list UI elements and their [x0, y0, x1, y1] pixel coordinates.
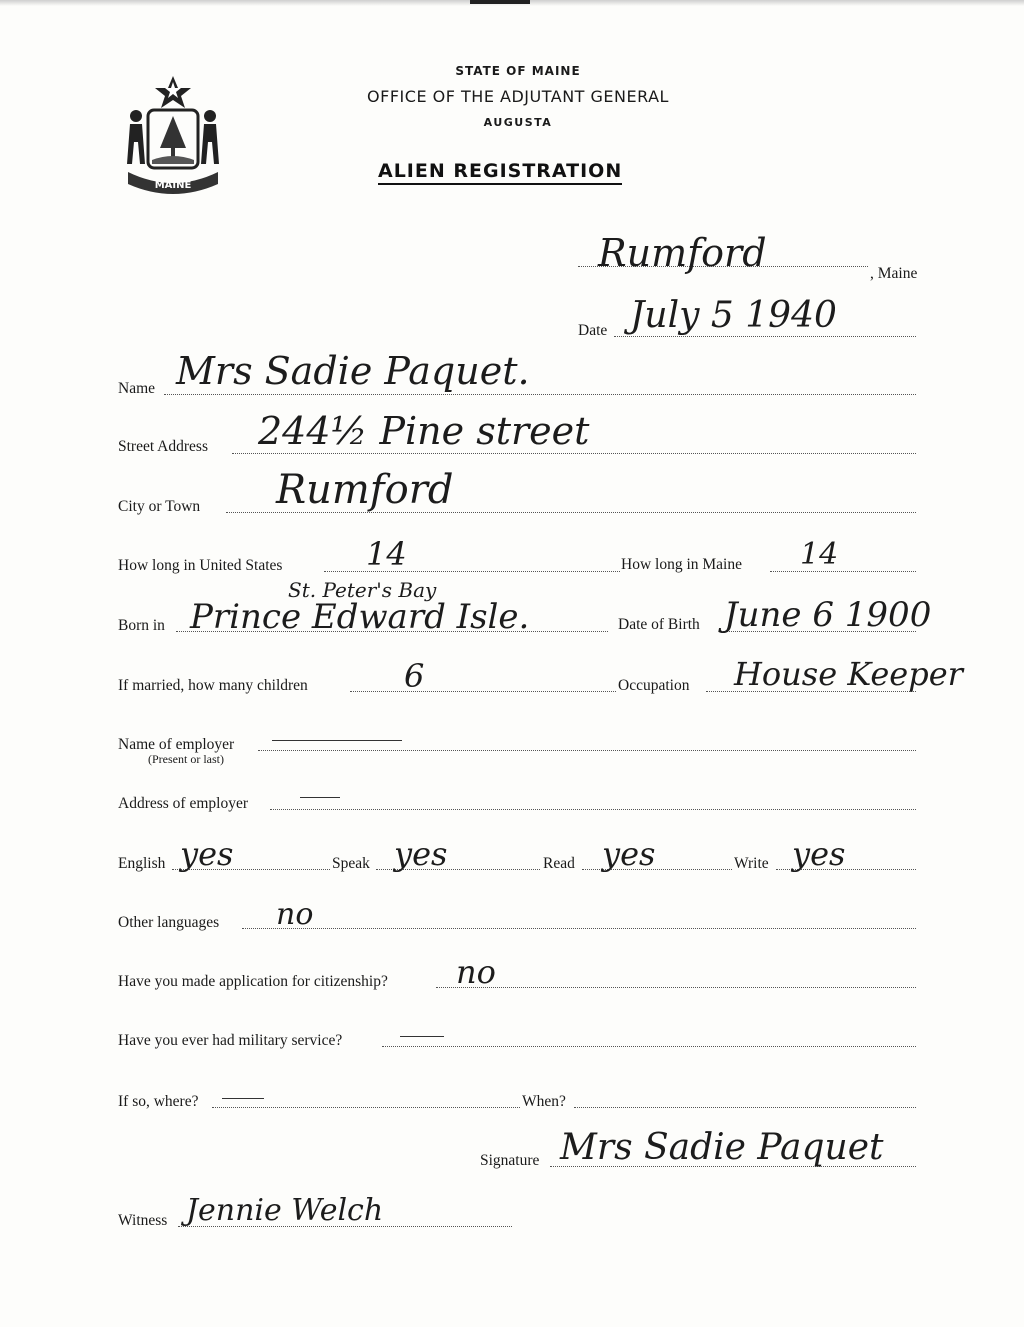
speak-value: yes [394, 835, 448, 873]
name-label: Name [118, 380, 156, 397]
date-of-birth-label: Date of Birth [618, 616, 700, 633]
how-long-us-label: How long in United States [118, 557, 283, 574]
city-heading: AUGUSTA [483, 116, 553, 129]
read-label: Read [543, 855, 575, 872]
street-label: Street Address [118, 438, 208, 455]
where-dash [222, 1098, 264, 1099]
employer-address-label: Address of employer [118, 795, 248, 812]
if-so-where-label: If so, where? [118, 1093, 199, 1110]
born-in-label: Born in [118, 617, 165, 634]
military-label: Have you ever had military service? [118, 1032, 343, 1049]
signature-value: Mrs Sadie Paquet [560, 1127, 884, 1168]
write-label: Write [734, 855, 769, 872]
occupation-value: House Keeper [734, 655, 963, 693]
how-long-maine-label: How long in Maine [621, 556, 742, 573]
employer-name-dash [272, 740, 402, 741]
born-in-note: St. Peter's Bay [288, 578, 437, 602]
form-title: ALIEN REGISTRATION [378, 160, 622, 185]
employer-address-dash [300, 797, 340, 798]
english-value: yes [180, 835, 234, 873]
english-label: English [118, 855, 166, 872]
witness-label: Witness [118, 1212, 168, 1229]
date-value: July 5 1940 [630, 295, 837, 336]
citizenship-label: Have you made application for citizenship? [118, 973, 388, 990]
maine-label: , Maine [870, 265, 918, 282]
employer-name-sublabel: (Present or last) [148, 752, 224, 766]
employer-name-label: Name of employer [118, 736, 235, 753]
signature-label: Signature [480, 1152, 540, 1169]
how-long-us-value: 14 [366, 535, 407, 573]
read-value: yes [602, 835, 656, 873]
city-value: Rumford [276, 467, 454, 513]
speak-label: Speak [332, 855, 370, 872]
children-label: If married, how many children [118, 677, 308, 694]
how-long-maine-value: 14 [800, 537, 839, 572]
when-label: When? [522, 1093, 566, 1110]
state-heading: STATE OF MAINE [455, 64, 581, 78]
witness-value: Jennie Welch [186, 1193, 384, 1228]
city-label: City or Town [118, 498, 201, 515]
name-value: Mrs Sadie Paquet. [176, 349, 530, 393]
street-value: 244½ Pine street [258, 409, 590, 453]
date-of-birth-value: June 6 1900 [724, 595, 932, 635]
children-value: 6 [404, 657, 425, 695]
occupation-label: Occupation [618, 677, 690, 694]
town-value: Rumford [598, 231, 767, 275]
scan-mark [470, 0, 530, 4]
other-languages-value: no [276, 897, 314, 932]
maine-seal-icon [118, 72, 228, 202]
office-heading: OFFICE OF THE ADJUTANT GENERAL [367, 87, 669, 106]
military-dash [400, 1036, 444, 1037]
date-label: Date [578, 322, 608, 339]
seal-text: MAINE [154, 180, 192, 191]
citizenship-value: no [456, 953, 496, 991]
write-value: yes [792, 835, 846, 873]
born-in-value: Prince Edward Isle. [190, 597, 530, 637]
other-languages-label: Other languages [118, 914, 220, 931]
